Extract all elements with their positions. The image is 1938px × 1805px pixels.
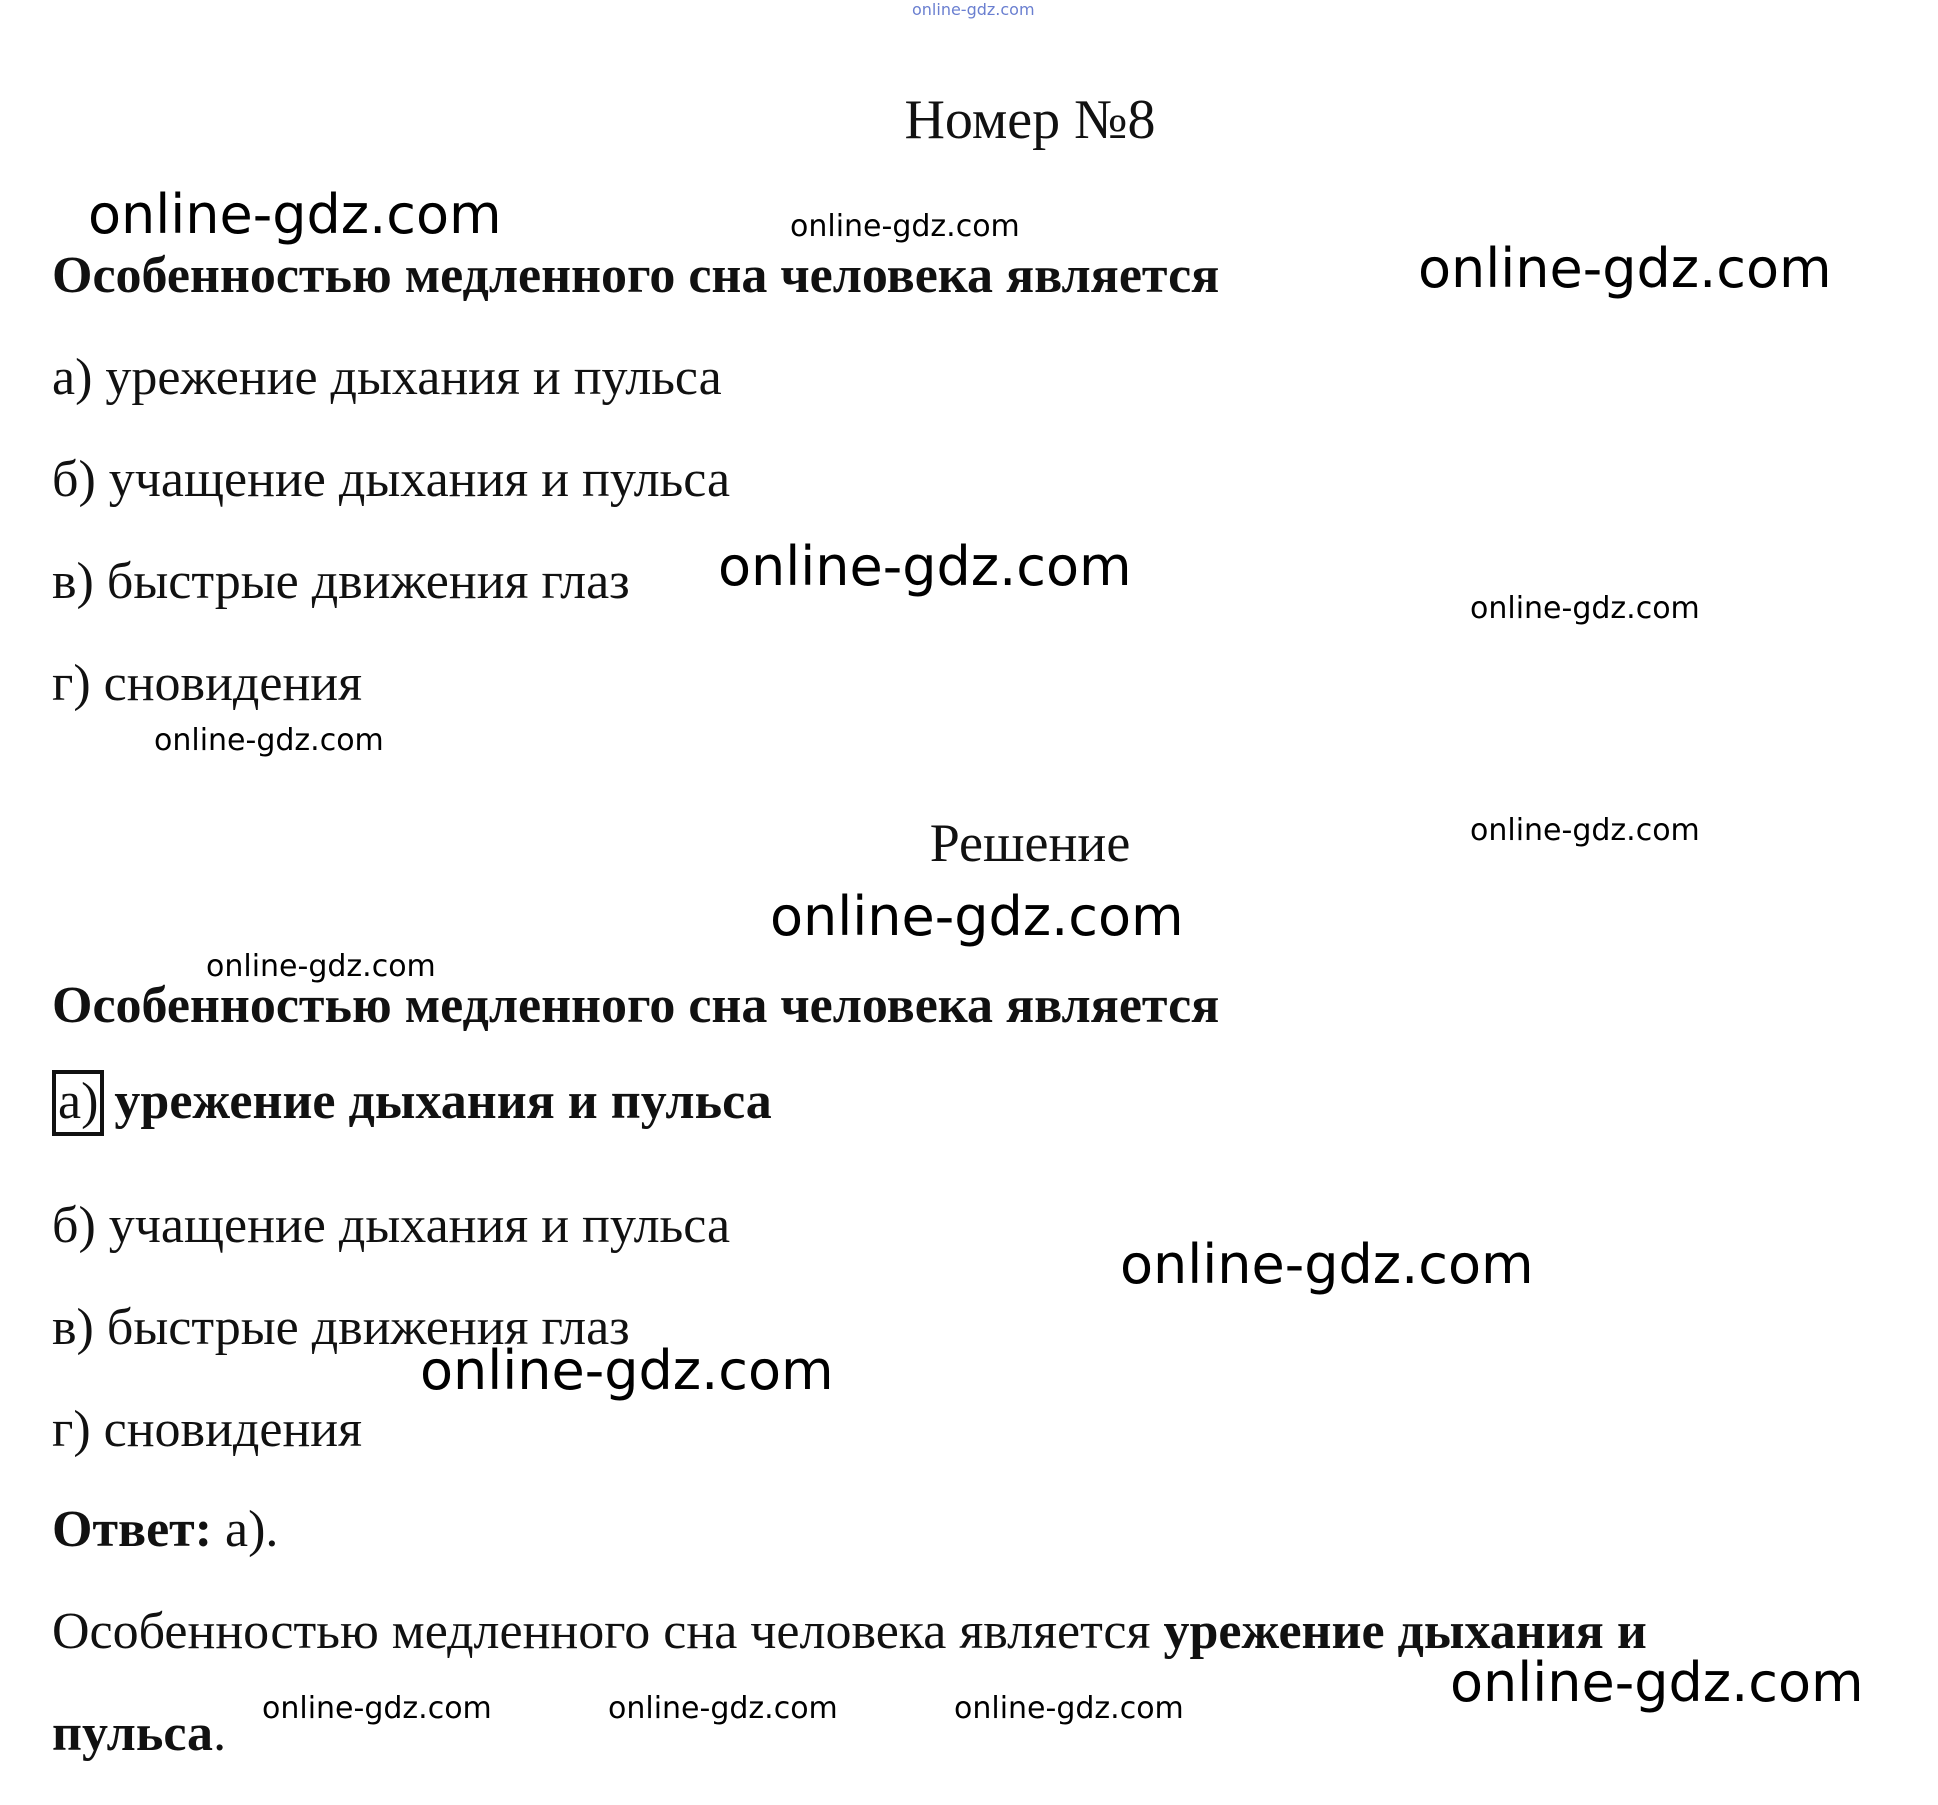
solution-option-b: б) учащение дыхания и пульса: [52, 1197, 731, 1254]
question-stem: Особенностью медленного сна человека является: [52, 247, 1220, 304]
watermark-top: online-gdz.com: [912, 0, 1035, 19]
conclusion-end: .: [213, 1705, 227, 1762]
watermark: online-gdz.com: [88, 183, 502, 246]
question-option-g: г) сновидения: [52, 655, 363, 712]
watermark: online-gdz.com: [420, 1339, 834, 1402]
solution-selected-option: [52, 1070, 772, 1136]
conclusion-bold-1: урежение дыхания и: [1163, 1603, 1647, 1660]
answer-label: Ответ:: [52, 1501, 213, 1558]
conclusion-line-1: [52, 1603, 1647, 1660]
watermark: online-gdz.com: [1450, 1651, 1864, 1714]
question-option-a: а) урежение дыхания и пульса: [52, 349, 722, 406]
watermark: online-gdz.com: [718, 535, 1132, 598]
solution-stem: Особенностью медленного сна человека является: [52, 977, 1220, 1034]
watermark: online-gdz.com: [1470, 813, 1700, 848]
watermark: online-gdz.com: [154, 723, 384, 758]
conclusion-plain: Особенностью медленного сна человека является: [52, 1603, 1164, 1660]
solution-heading: Решение: [929, 813, 1131, 873]
watermark: online-gdz.com: [1418, 237, 1832, 300]
watermark: online-gdz.com: [954, 1691, 1184, 1726]
watermark: online-gdz.com: [608, 1691, 838, 1726]
answer-value: а).: [212, 1501, 279, 1558]
conclusion-bold-2: пульса: [52, 1705, 214, 1762]
question-option-b: б) учащение дыхания и пульса: [52, 451, 731, 508]
watermark: online-gdz.com: [790, 209, 1020, 244]
watermark: online-gdz.com: [1120, 1233, 1534, 1296]
watermark: online-gdz.com: [206, 949, 436, 984]
watermark: online-gdz.com: [262, 1691, 492, 1726]
selected-marker-box: а): [52, 1070, 104, 1136]
question-option-v: в) быстрые движения глаз: [52, 553, 630, 610]
answer-line: [52, 1501, 279, 1558]
solution-option-g: г) сновидения: [52, 1401, 363, 1458]
page-title: Номер №8: [904, 89, 1156, 151]
watermark: online-gdz.com: [1470, 591, 1700, 626]
watermark: online-gdz.com: [770, 885, 1184, 948]
conclusion-line-2: [52, 1705, 227, 1762]
selected-option-text: урежение дыхания и пульса: [114, 1073, 772, 1130]
solution-option-v: в) быстрые движения глаз: [52, 1299, 630, 1356]
